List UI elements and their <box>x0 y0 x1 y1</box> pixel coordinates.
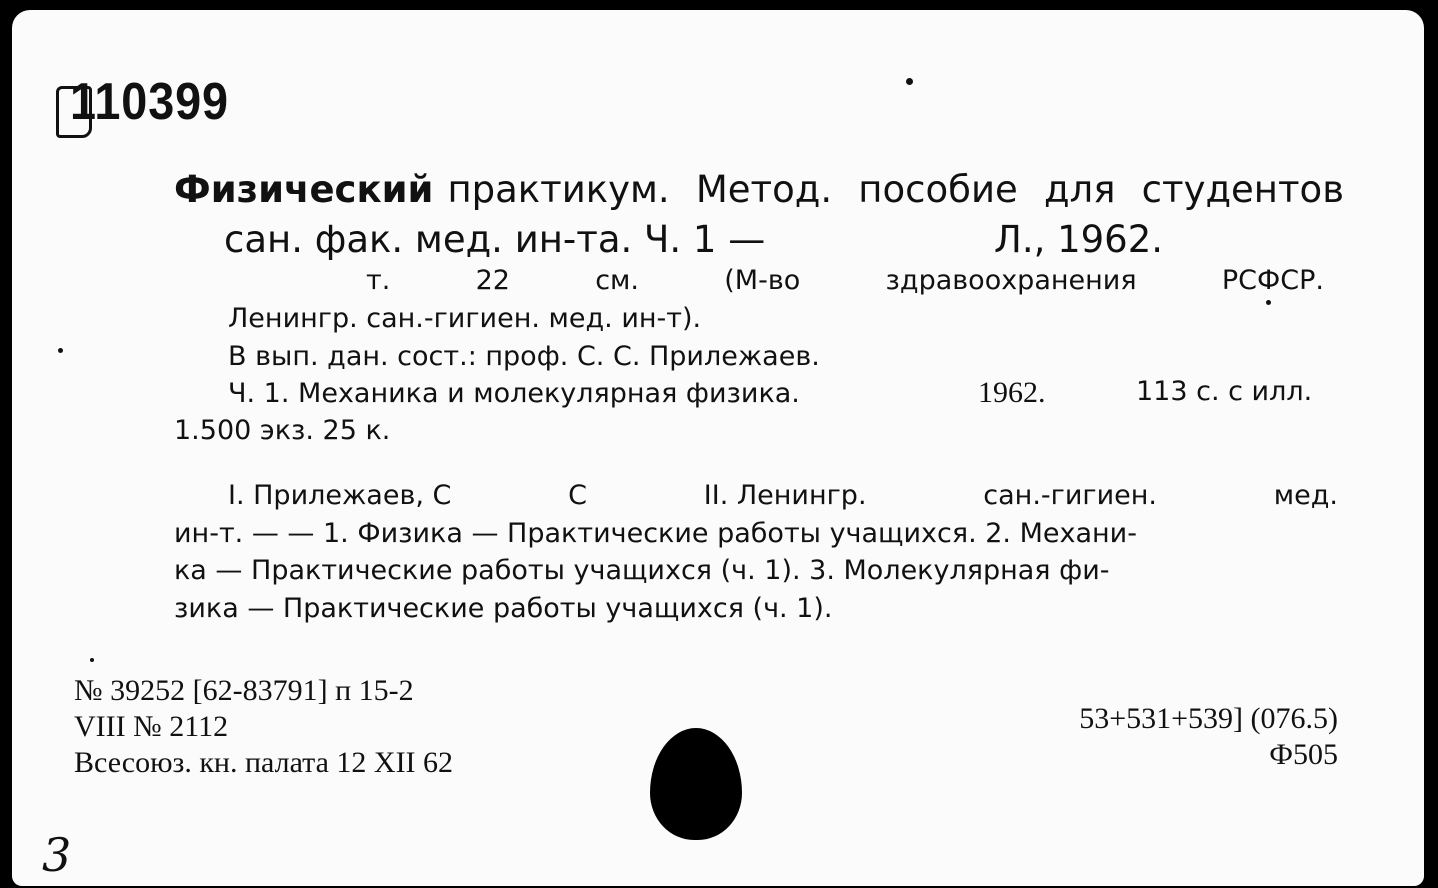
desc-line-4-year: 1962. <box>978 376 1046 409</box>
subject-part: II. Ленингр. <box>703 480 867 511</box>
desc-word: т. <box>366 265 391 296</box>
subjects-line-2: ин-т. — — 1. Физика — Практические работы учащихся. 2. Механи- <box>174 518 1137 549</box>
title-line-2-left: сан. фак. мед. ин-та. Ч. 1 — <box>224 218 766 261</box>
footer-reg-number: VIII № 2112 <box>74 710 229 743</box>
title-bold-word: Физический <box>174 168 434 211</box>
punch-hole <box>650 728 742 840</box>
title-line-1 <box>174 168 1344 211</box>
catalog-card <box>12 10 1424 886</box>
speck <box>1266 300 1271 305</box>
footer-publisher: Всесоюз. кн. палата 12 XII 62 <box>74 746 454 779</box>
subject-part: мед. <box>1273 480 1338 511</box>
desc-line-1 <box>366 265 1324 296</box>
desc-word: РСФСР. <box>1221 265 1324 296</box>
desc-line-2: Ленингр. сан.-гигиен. мед. ин-т). <box>228 303 702 334</box>
desc-word: здравоохранения <box>885 265 1137 296</box>
desc-word: см. <box>595 265 639 296</box>
desc-line-3: В вып. дан. сост.: проф. С. С. Прилежаев. <box>228 341 820 372</box>
footer-code: Ф505 <box>1269 738 1338 771</box>
handwritten-mark: 3 <box>42 828 72 882</box>
desc-word: 22 <box>475 265 510 296</box>
desc-word: (М-во <box>724 265 801 296</box>
subjects-line-4: зика — Практические работы учащихся (ч. 1). <box>174 593 833 624</box>
title-line-2-right: Л., 1962. <box>994 218 1164 261</box>
desc-line-5: 1.500 экз. 25 к. <box>174 415 391 446</box>
speck <box>58 348 63 353</box>
speck <box>906 78 913 85</box>
subject-part: сан.-гигиен. <box>983 480 1157 511</box>
subject-part: С <box>568 480 588 511</box>
desc-line-4-left: Ч. 1. Механика и молекулярная физика. <box>228 378 800 409</box>
subjects-line-1 <box>228 480 1338 511</box>
footer-classification: 53+531+539] (076.5) <box>1079 702 1338 735</box>
subjects-line-3: ка — Практические работы учащихся (ч. 1). 3. Молекулярная фи- <box>174 555 1110 586</box>
footer-accession: № 39252 [62-83791] п 15-2 <box>74 674 414 707</box>
subject-part: I. Прилежаев, С <box>228 480 452 511</box>
speck <box>90 658 94 662</box>
card-number: 110399 <box>70 73 229 131</box>
desc-line-4-pages: 113 с. с илл. <box>1136 376 1313 407</box>
title-rest: практикум. Метод. пособие для студентов <box>447 168 1344 211</box>
